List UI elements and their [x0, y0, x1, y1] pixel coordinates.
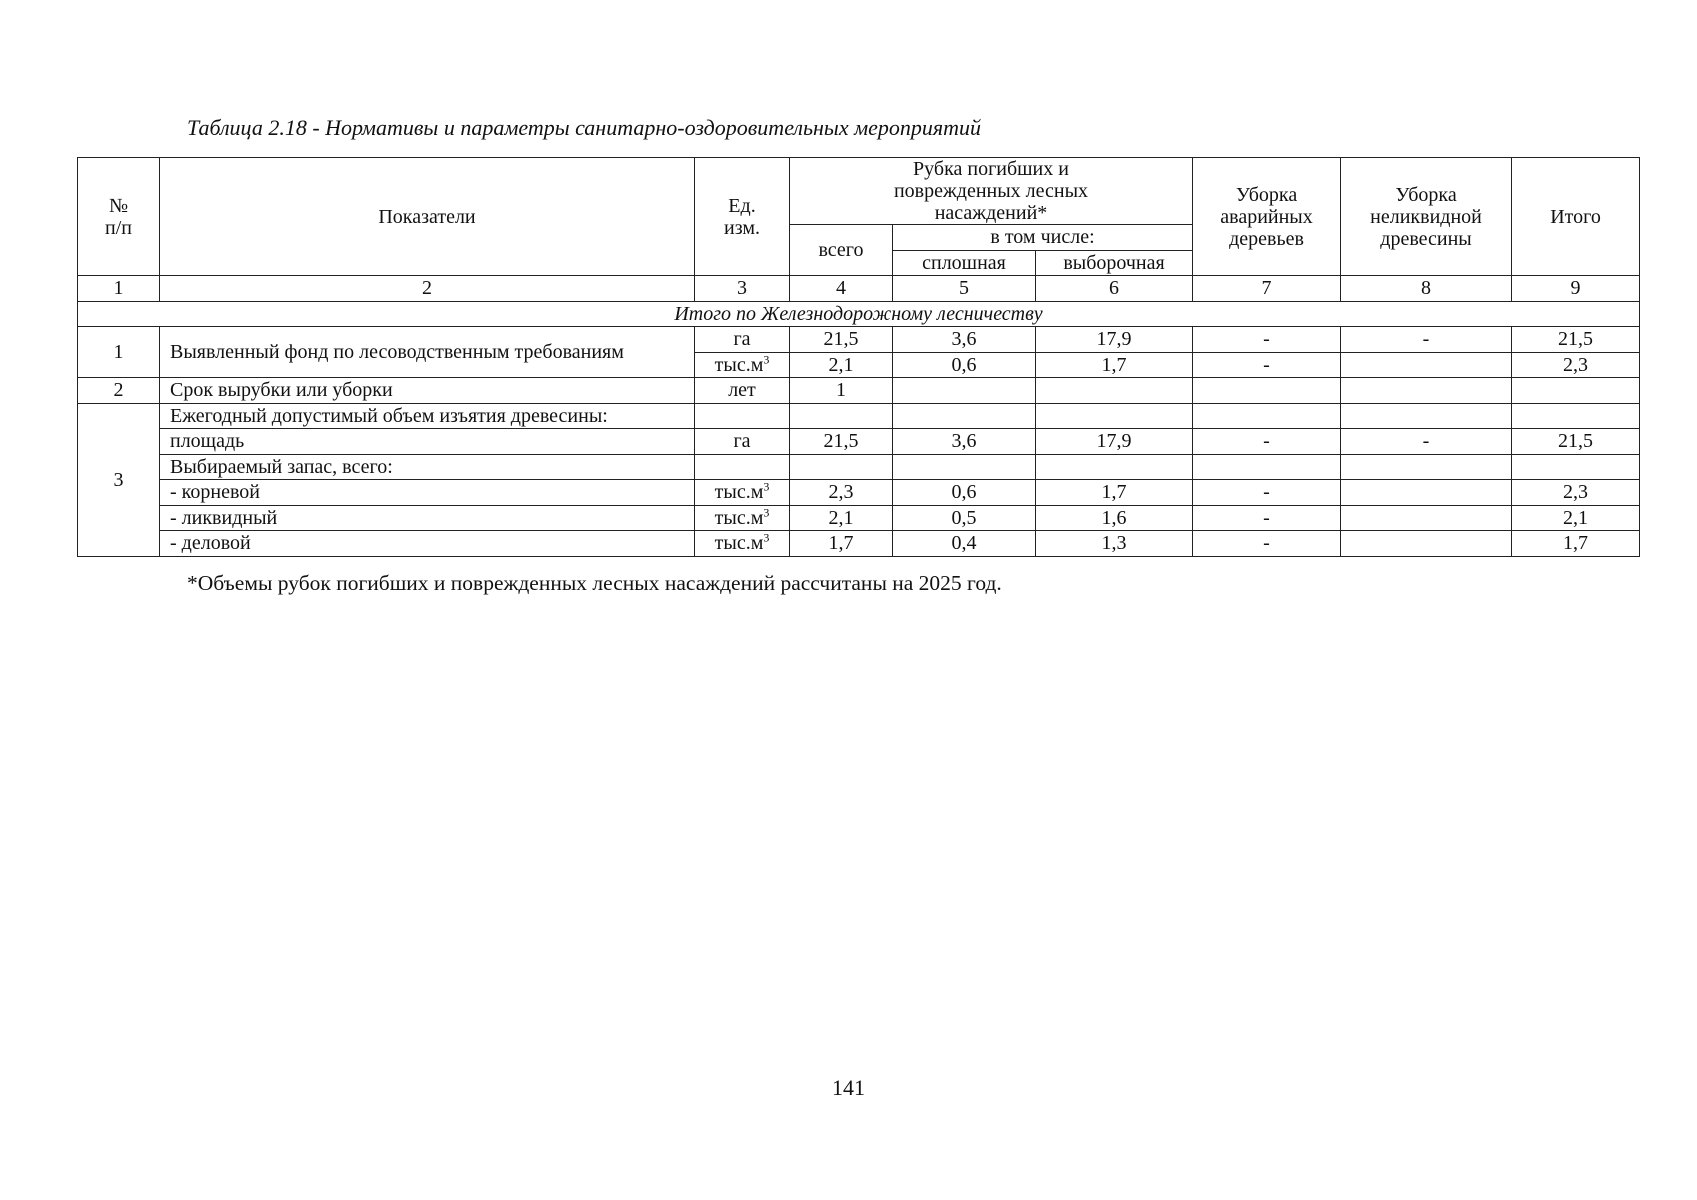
column-numbers-row: [78, 276, 1640, 302]
header-unit: Ед. изм.: [695, 158, 790, 276]
value-cell: 3,6: [893, 429, 1036, 455]
row-label: Выбираемый запас, всего:: [160, 454, 695, 480]
value-cell: -: [1193, 352, 1341, 378]
row-label: Выявленный фонд по лесоводственным требованиям: [160, 327, 695, 378]
table-row: [78, 480, 1640, 506]
header-clear: сплошная: [893, 250, 1036, 276]
section-row: [78, 301, 1640, 327]
value-cell: [1512, 378, 1640, 404]
value-cell: 1,7: [1036, 480, 1193, 506]
table-row: [78, 531, 1640, 557]
row-num: 3: [78, 403, 160, 556]
value-cell: 2,3: [1512, 352, 1640, 378]
value-cell: 0,6: [893, 480, 1036, 506]
row-label: - деловой: [160, 531, 695, 557]
unit-cell: га: [695, 429, 790, 455]
row-num: 1: [78, 327, 160, 378]
table-caption: Таблица 2.18 - Нормативы и параметры санитарно-оздоровительных мероприятий: [187, 115, 982, 140]
value-cell: [1036, 378, 1193, 404]
value-cell: 1,7: [790, 531, 893, 557]
page-number: 141: [832, 1075, 865, 1100]
value-cell: 1,7: [1036, 352, 1193, 378]
col-number: 3: [695, 276, 790, 302]
value-cell: 2,1: [1512, 505, 1640, 531]
value-cell: 17,9: [1036, 429, 1193, 455]
col-number: 1: [78, 276, 160, 302]
value-cell: [1341, 505, 1512, 531]
header-total-col: всего: [790, 225, 893, 276]
value-cell: [1341, 352, 1512, 378]
value-cell: 3,6: [893, 327, 1036, 353]
table-row: [78, 378, 1640, 404]
value-cell: 21,5: [1512, 327, 1640, 353]
col-number: 8: [1341, 276, 1512, 302]
value-cell: -: [1193, 480, 1341, 506]
value-cell: [893, 378, 1036, 404]
value-cell: 2,3: [790, 480, 893, 506]
section-title: Итого по Железнодорожному лесничеству: [78, 301, 1640, 327]
row-label: площадь: [160, 429, 695, 455]
col-number: 9: [1512, 276, 1640, 302]
value-cell: [1341, 531, 1512, 557]
unit-cell: $тыс.м^3$: [695, 531, 790, 557]
table-row: [78, 327, 1640, 353]
header-felling: Рубка погибших и поврежденных лесных насаждений*: [790, 158, 1193, 225]
value-cell: 0,4: [893, 531, 1036, 557]
value-cell: 2,3: [1512, 480, 1640, 506]
value-cell: -: [1341, 327, 1512, 353]
value-cell: 1,7: [1512, 531, 1640, 557]
value-cell: 2,1: [790, 505, 893, 531]
unit-cell: $тыс.м^3$: [695, 352, 790, 378]
value-cell: -: [1193, 429, 1341, 455]
value-cell: 17,9: [1036, 327, 1193, 353]
header-including: в том числе:: [893, 225, 1193, 251]
header-row-1: [78, 158, 1640, 225]
header-itogo: Итого: [1512, 158, 1640, 276]
unit-cell: $тыс.м^3$: [695, 480, 790, 506]
value-cell: -: [1193, 505, 1341, 531]
value-cell: [1193, 378, 1341, 404]
value-cell: 1,6: [1036, 505, 1193, 531]
table-row: [78, 454, 1640, 480]
col-number: 7: [1193, 276, 1341, 302]
sanitary-measures-table: [77, 157, 1640, 557]
unit-cell: га: [695, 327, 790, 353]
table-row: [78, 429, 1640, 455]
value-cell: 0,5: [893, 505, 1036, 531]
header-indicator: Показатели: [160, 158, 695, 276]
value-cell: 1: [790, 378, 893, 404]
value-cell: 21,5: [1512, 429, 1640, 455]
value-cell: 1,3: [1036, 531, 1193, 557]
row-num: 2: [78, 378, 160, 404]
col-number: 2: [160, 276, 695, 302]
row-label: - корневой: [160, 480, 695, 506]
table-row: [78, 403, 1640, 429]
header-selective: выборочная: [1036, 250, 1193, 276]
value-cell: [1341, 378, 1512, 404]
header-num: № п/п: [78, 158, 160, 276]
value-cell: 2,1: [790, 352, 893, 378]
value-cell: -: [1341, 429, 1512, 455]
footnote: *Объемы рубок погибших и поврежденных лесных насаждений рассчитаны на 2025 год.: [187, 571, 1002, 595]
col-number: 6: [1036, 276, 1193, 302]
value-cell: 21,5: [790, 429, 893, 455]
value-cell: 0,6: [893, 352, 1036, 378]
value-cell: -: [1193, 327, 1341, 353]
table-row: [78, 505, 1640, 531]
value-cell: 21,5: [790, 327, 893, 353]
col-number: 4: [790, 276, 893, 302]
header-illiquid: Уборка неликвидной древесины: [1341, 158, 1512, 276]
row-label: Ежегодный допустимый объем изъятия древесины:: [160, 403, 695, 429]
value-cell: -: [1193, 531, 1341, 557]
row-label: Срок вырубки или уборки: [160, 378, 695, 404]
value-cell: [1341, 480, 1512, 506]
col-number: 5: [893, 276, 1036, 302]
unit-cell: $тыс.м^3$: [695, 505, 790, 531]
header-emergency: Уборка аварийных деревьев: [1193, 158, 1341, 276]
unit-cell: лет: [695, 378, 790, 404]
row-label: - ликвидный: [160, 505, 695, 531]
